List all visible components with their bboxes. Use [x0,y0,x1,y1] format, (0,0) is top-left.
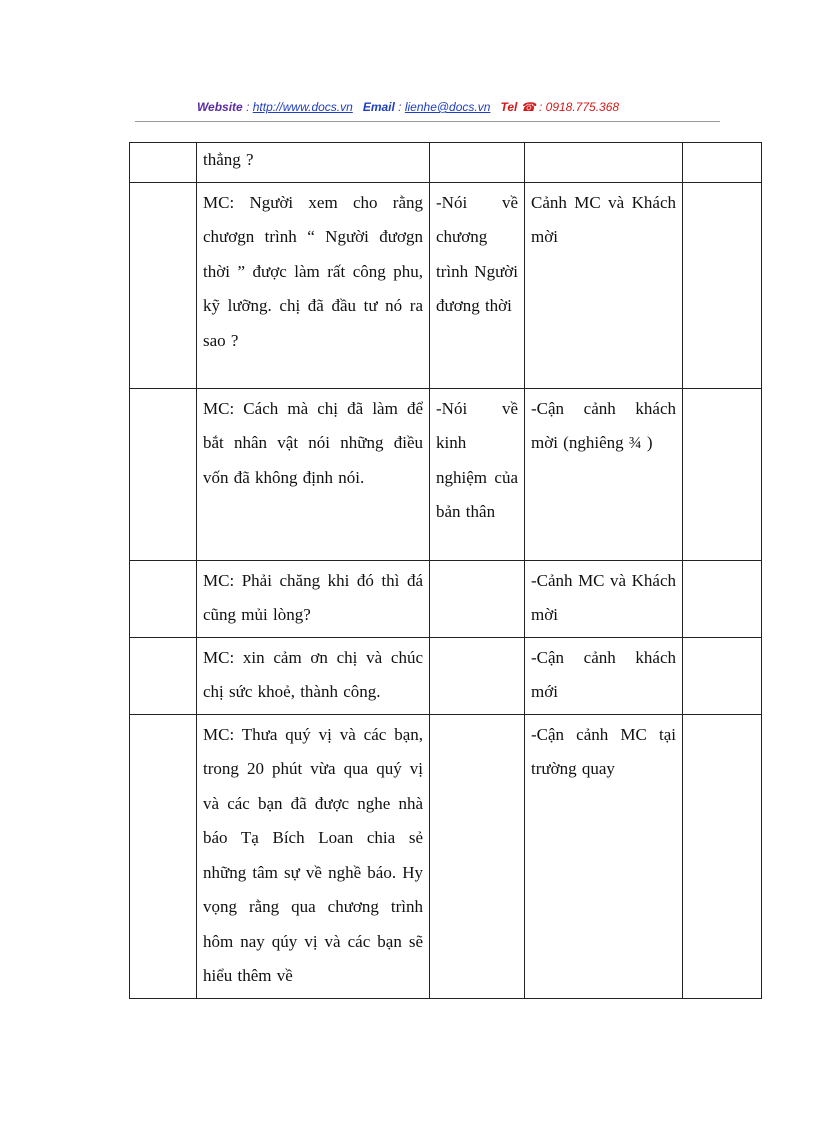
table-cell-content: -Nói về kinh nghiệm của bản thân [430,388,525,560]
page-header: Website : http://www.docs.vn Email : lienhe@docs.vn Tel ☎ : 0918.775.368 [196,100,620,114]
phone-number: 0918.775.368 [545,100,620,114]
table-row [130,182,762,388]
tel-label: Tel [500,100,518,114]
website-label: Website [196,100,243,114]
table-row [130,143,762,183]
table-cell-note [683,182,762,388]
table-cell-dialogue: MC: Cách mà chị đã làm để bắt nhân vật nói những điều vốn đã không định nói. [197,388,430,560]
email-label: Email [362,100,395,114]
table-cell-content [430,560,525,637]
table-cell-time [130,714,197,998]
table-row [130,637,762,714]
table-cell-dialogue: MC: Phải chăng khi đó thì đá cũng mủi lòng? [197,560,430,637]
table-cell-dialogue: MC: Thưa quý vị và các bạn, trong 20 phút vừa qua quý vị và các bạn đã được nghe nhà báo Tạ Bích Loan chia sẻ những tâm sự về nghề báo. Hy vọng rằng qua chương trình hôm nay qúy vị và các bạn sẽ hiểu thêm về [197,714,430,998]
table-row [130,388,762,560]
website-link[interactable]: http://www.docs.vn [252,100,353,114]
table-cell-time [130,560,197,637]
table-cell-time [130,637,197,714]
table-cell-time [130,143,197,183]
table-cell-content [430,143,525,183]
telephone-icon: ☎ [520,100,536,114]
table-cell-note [683,143,762,183]
table-cell-note [683,560,762,637]
table-cell-shot: -Cận cảnh khách mời (nghiêng ¾ ) [525,388,683,560]
email-link[interactable]: lienhe@docs.vn [404,100,491,114]
table-cell-dialogue: MC: xin cảm ơn chị và chúc chị sức khoẻ, thành công. [197,637,430,714]
table-cell-content [430,637,525,714]
table-cell-dialogue: MC: Người xem cho rằng chươgn trình “ Người đươgn thời ” được làm rất công phu, kỹ lưỡng. chị đã đầu tư nó ra sao ? [197,182,430,388]
header-divider [135,121,720,122]
table-row [130,714,762,998]
table-cell-shot: Cảnh MC và Khách mời [525,182,683,388]
table-cell-shot: -Cảnh MC và Khách mời [525,560,683,637]
table-cell-time [130,182,197,388]
table-cell-note [683,388,762,560]
table-cell-time [130,388,197,560]
table-cell-note [683,714,762,998]
table-row [130,560,762,637]
table-cell-shot: -Cận cảnh khách mới [525,637,683,714]
table-cell-content: -Nói về chương trình Người đương thời [430,182,525,388]
table-cell-content [430,714,525,998]
table-cell-note [683,637,762,714]
table-cell-shot [525,143,683,183]
table-cell-dialogue: thẳng ? [197,143,430,183]
table-cell-shot: -Cận cảnh MC tại trường quay [525,714,683,998]
script-table [129,142,762,999]
